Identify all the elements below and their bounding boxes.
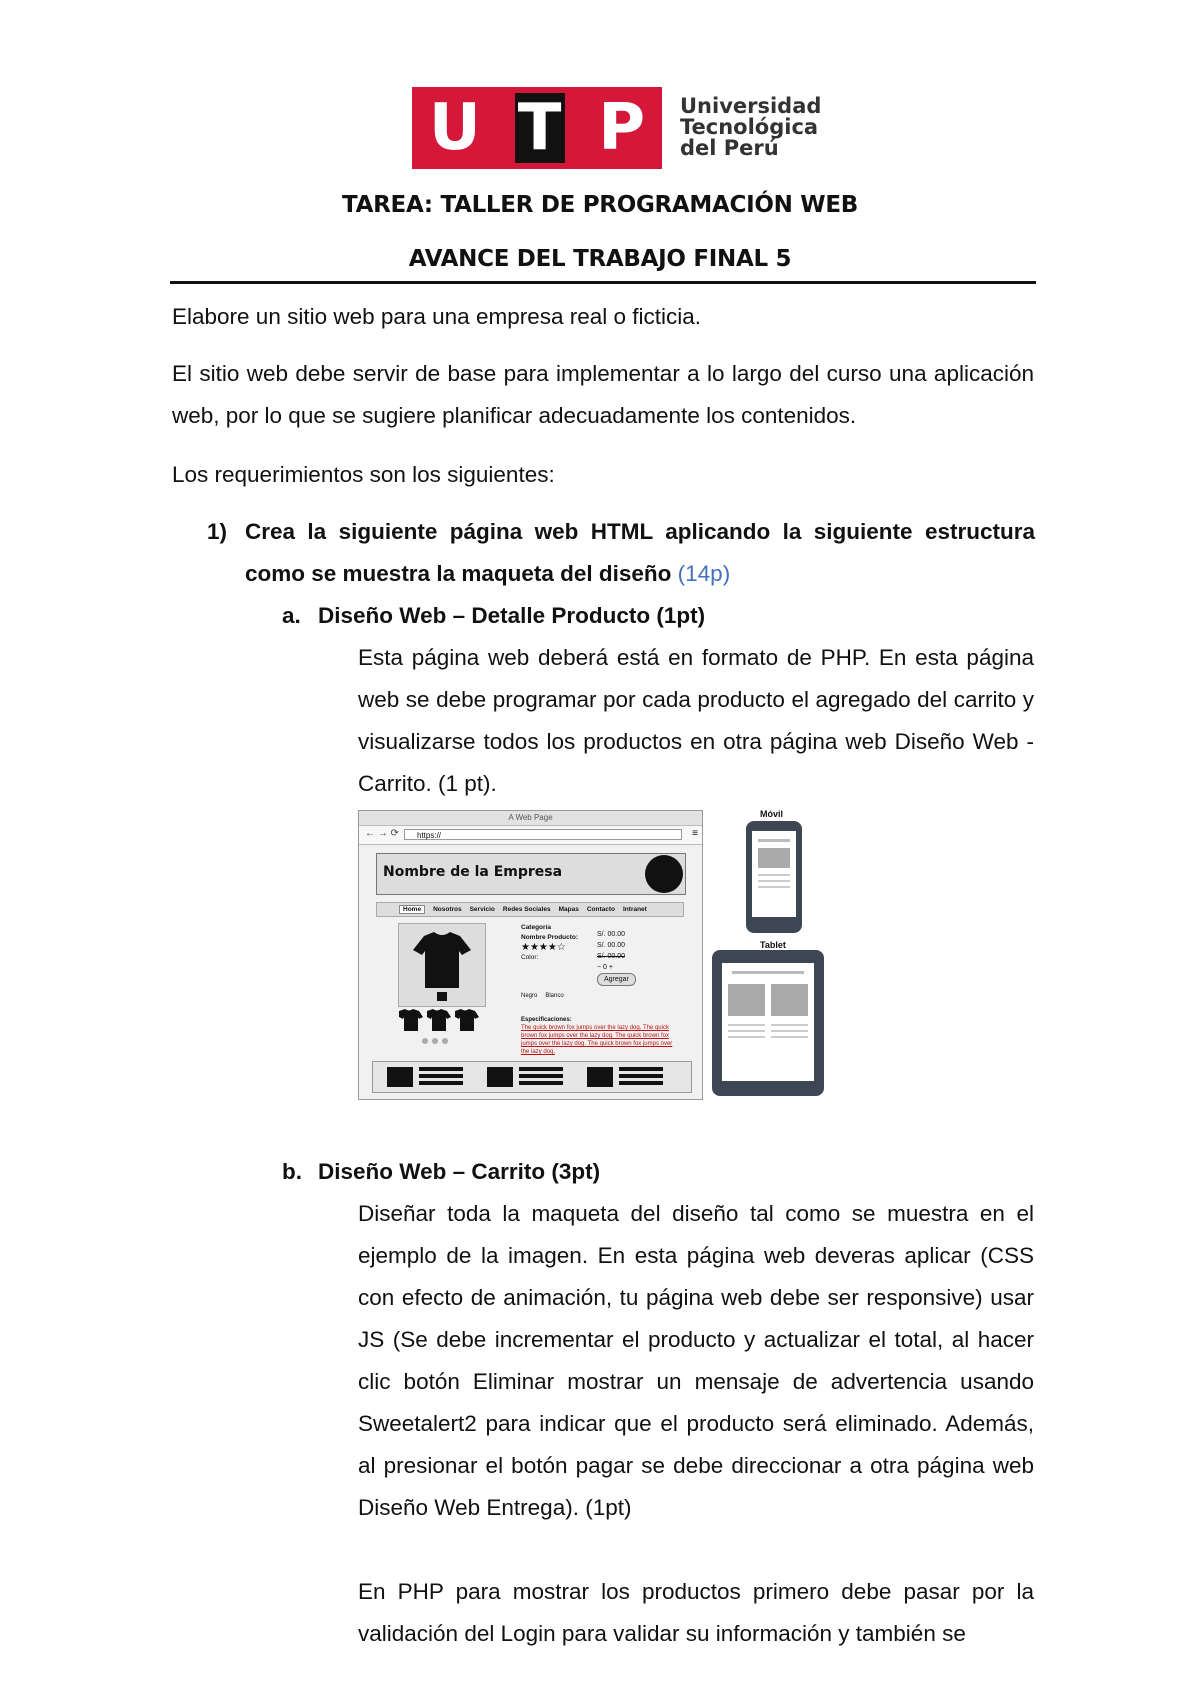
item-1-description: Crea la siguiente página web HTML aplicando la siguiente estructura como se muestra la maqueta del diseño	[245, 519, 1035, 586]
mockup-menu-item: Intranet	[623, 906, 647, 913]
phone-device-icon	[746, 821, 802, 933]
image-icon	[387, 1067, 413, 1087]
mockup-menu	[376, 902, 684, 917]
mockup-url-bar	[359, 826, 702, 845]
mockup-specifications	[521, 1016, 677, 1056]
phone-screen	[752, 831, 796, 917]
logo-letter-t-block	[515, 93, 565, 163]
mockup-menu-item: Home	[399, 905, 425, 914]
mockup-product-name: Nombre Producto:	[521, 934, 579, 941]
mockup-menu-item: Redes Sociales	[502, 906, 551, 913]
item-a-text: Esta página web deberá está en formato de PHP. En esta página web se debe programar por cada producto el agregado del carrito y visualizarse todos los productos en otra página web Diseño Web - Carrito. (1 pt).	[358, 645, 1034, 796]
utp-logo	[412, 87, 662, 169]
mockup-menu-icon: ≡	[692, 828, 698, 839]
document-title: TAREA: TALLER DE PROGRAMACIÓN WEB	[342, 192, 858, 218]
mockup-price: S/. 00.00	[597, 931, 626, 938]
document-subtitle: AVANCE DEL TRABAJO FINAL 5	[408, 246, 792, 272]
item-1-number: 1)	[207, 519, 228, 544]
item-b-text-2: En PHP para mostrar los productos primero debe pasar por la validación del Login para validar su información y también se	[358, 1579, 1034, 1646]
title-divider	[170, 281, 1036, 284]
university-name-line-2: Tecnológica	[680, 115, 819, 139]
mockup-prices	[597, 929, 636, 986]
image-icon	[487, 1067, 513, 1087]
mockup-nav-arrows-icon: ← → ⟳	[365, 828, 399, 839]
mockup-menu-item: Servicio	[469, 906, 495, 913]
mockup-color-label: Color:	[521, 954, 539, 961]
mockup-company-name: Nombre de la Empresa	[383, 864, 563, 880]
item-1-points: (14p)	[677, 561, 731, 586]
mockup-spec-text: The quick brown fox jumps over the lazy dog. The quick brown fox jumps over the lazy dog. The quick brown fox jumps over the lazy dog. The quick brown fox jumps over the lazy dog.	[521, 1025, 673, 1055]
item-b-text: Diseñar toda la maqueta del diseño tal como se muestra en el ejemplo de la imagen. En esta página web deveras aplicar (CSS con efecto de animación, tu página web debe ser responsive) usar JS (Se debe incrementar el producto y actualizar el total, al hacer clic botón Eliminar mostrar un mensaje de advertencia usando Sweetalert2 para indicar que el producto será eliminado. Además, al presionar el botón pagar se debe direccionar a otra página web Diseño Web Entrega). (1pt)	[358, 1201, 1034, 1520]
mockup-rating-stars: ★★★★☆	[521, 942, 566, 953]
text-lines-icon	[519, 1067, 563, 1087]
mockup-menu-item: Mapas	[558, 906, 579, 913]
mockup-qty: − 0 +	[597, 964, 613, 971]
item-b-label: b.	[282, 1159, 302, 1184]
university-name	[680, 96, 821, 159]
mockup-color-options	[521, 971, 564, 999]
tshirt-icon	[399, 924, 485, 1006]
intro-paragraph-1: Elabore un sitio web para una empresa real o ficticia.	[172, 304, 702, 329]
logo-letter-t: T	[517, 91, 562, 165]
image-icon	[587, 1067, 613, 1087]
mockup-category: Categoría	[521, 924, 551, 931]
mockup-footer-cards	[372, 1061, 692, 1093]
phone-label: Móvil	[760, 809, 784, 819]
mockup-menu-item: Contacto	[586, 906, 615, 913]
text-lines-icon	[619, 1067, 663, 1087]
mockup-url-input: https://	[404, 829, 682, 840]
tablet-device-icon	[712, 950, 824, 1096]
intro-paragraph-3: Los requerimientos son los siguientes:	[172, 462, 555, 487]
mockup-window-title: A Web Page	[359, 811, 702, 826]
mockup-price-old: S/. 00.00	[597, 953, 626, 960]
mockup-qty-value: 0	[603, 964, 607, 971]
university-name-line-1: Universidad	[680, 94, 822, 118]
web-mockup	[358, 810, 703, 1100]
item-b-title: Diseño Web – Carrito (3pt)	[318, 1159, 601, 1184]
logo-letter-u: U	[428, 91, 481, 165]
logo-letter-p: P	[598, 91, 646, 165]
globe-icon	[645, 855, 683, 893]
mockup-banner	[376, 853, 686, 895]
text-lines-icon	[419, 1067, 463, 1087]
tablet-screen	[722, 963, 814, 1081]
mockup-menu-item: Nosotros	[433, 906, 462, 913]
item-a-label: a.	[282, 603, 301, 628]
mockup-color-option: Blanco	[545, 993, 564, 999]
mockup-product-info	[521, 923, 578, 963]
item-a-title: Diseño Web – Detalle Producto (1pt)	[318, 603, 706, 628]
mockup-thumbnails	[395, 1007, 487, 1057]
tablet-label: Tablet	[760, 940, 786, 950]
mockup-product-image	[398, 923, 486, 1007]
university-name-line-3: del Perú	[680, 136, 779, 160]
item-1-text	[245, 511, 1035, 595]
mockup-price: S/. 00.00	[597, 942, 626, 949]
mockup-color-option: Negro	[521, 993, 538, 999]
intro-paragraph-2: El sitio web debe servir de base para implementar a lo largo del curso una aplicación web, por lo que se sugiere planificar adecuadamente los contenidos.	[172, 361, 1034, 428]
mockup-add-button: Agregar	[597, 973, 636, 986]
mockup-spec-title: Especificaciones:	[521, 1017, 572, 1023]
